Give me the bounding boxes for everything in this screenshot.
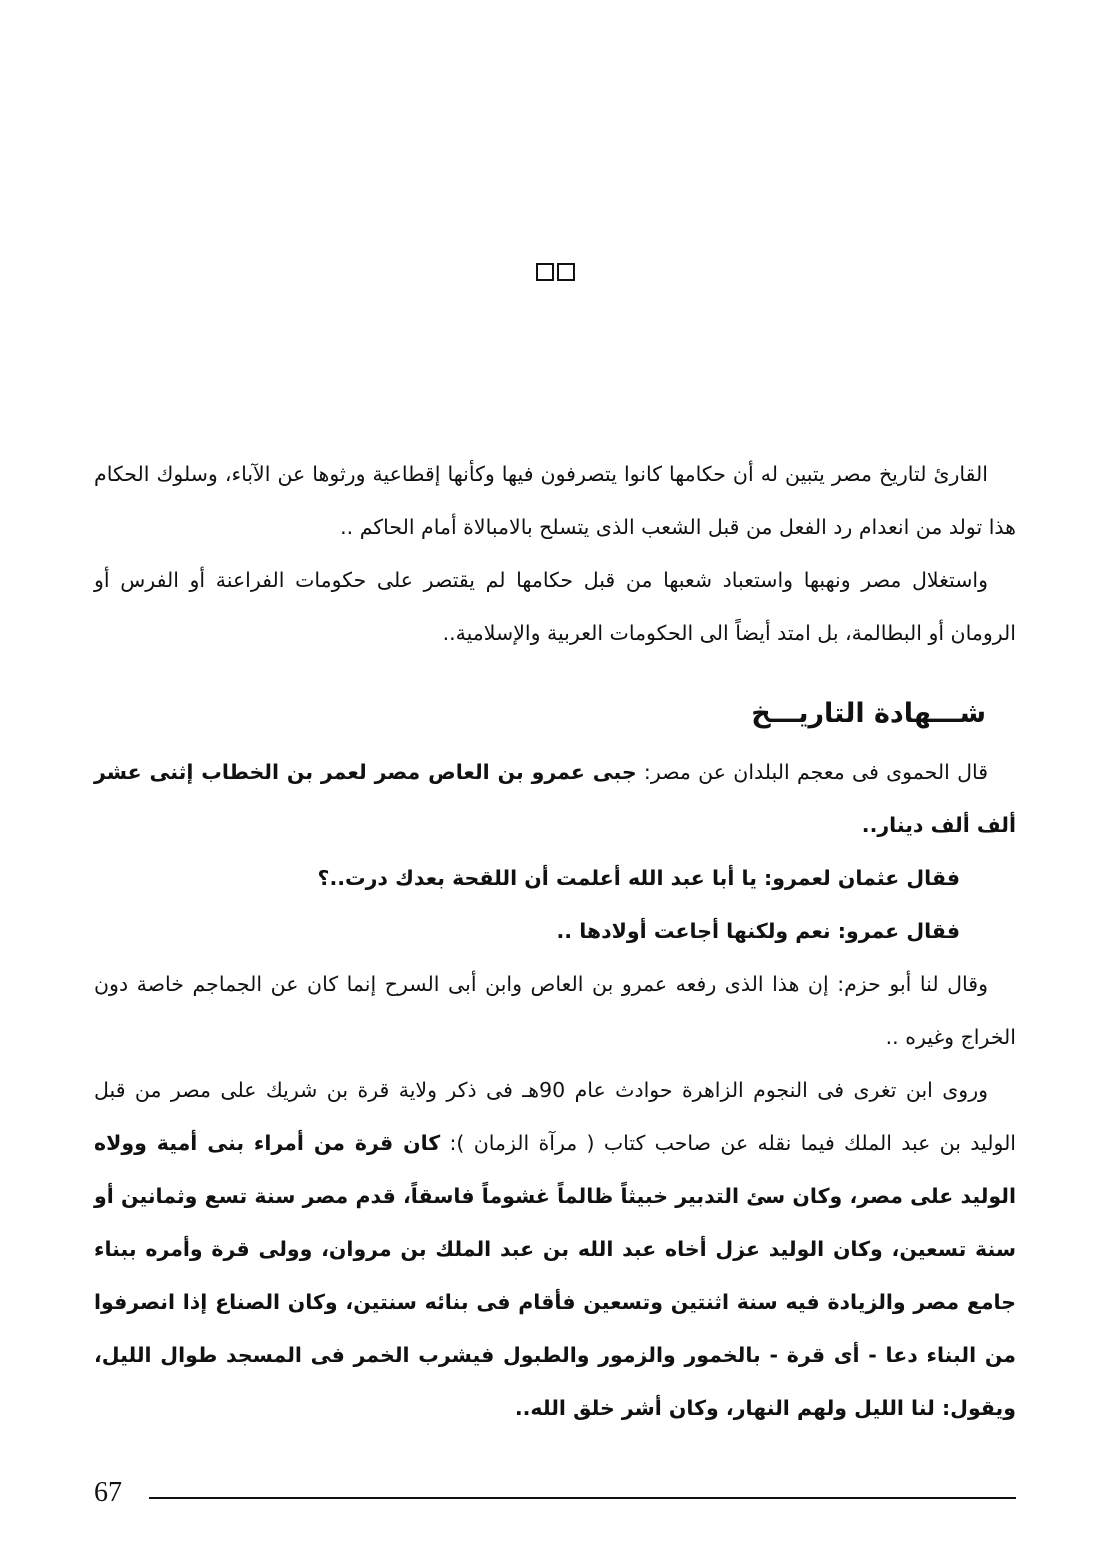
section-ornament xyxy=(0,263,1110,281)
ornament-square-icon xyxy=(536,263,554,281)
page-footer xyxy=(94,1473,1016,1513)
section-text xyxy=(94,746,1016,1435)
section-paragraph-5 xyxy=(94,1064,1016,1435)
paragraph-5-bold: كان قرة من أمراء بنى أمية وولاه الوليد على مصر، وكان سئ التدبير خبيثاً ظالماً غشوماً فاسقاً، قدم مصر سنة تسع وثمانين أو سنة تسعين، وكان الوليد عزل أخاه عبد الله بن عبد الملك بن مروان، وولى قرة وأمره ببناء جامع مصر والزيادة فيه سنة اثنتين وتسعين فأقام فى بنائه سنتين، وكان الصناع إذا انصرفوا من البناء دعا - أى قرة - بالخمور والزمور والطبول فيشرب الخمر فى المسجد طوال الليل، ويقول: لنا الليل ولهم النهار، وكان أشر خلق الله.. xyxy=(94,1131,1016,1420)
ornament-square-icon xyxy=(557,263,575,281)
paragraph-5-plain: وروى ابن تغرى فى النجوم الزاهرة حوادث عام 90هـ فى ذكر ولاية قرة بن شريك على مصر من قبل الوليد بن عبد الملك فيما نقله عن صاحب كتاب ( مرآة الزمان ): xyxy=(94,1078,1017,1155)
paragraph-1-bold: جبى عمرو بن العاص مصر لعمر بن الخطاب إثنى عشر ألف ألف دينار.. xyxy=(94,760,1016,837)
intro-paragraph-1: القارئ لتاريخ مصر يتبين له أن حكامها كانوا يتصرفون فيها وكأنها إقطاعية ورثوها عن الآباء، وسلوك الحكام هذا تولد من انعدام رد الفعل من قبل الشعب الذى يتسلح بالامبالاة أمام الحاكم .. xyxy=(94,462,1016,539)
paragraph-1-plain: قال الحموى فى معجم البلدان عن مصر: xyxy=(636,760,989,784)
section-paragraph-3: فقال عمرو: نعم ولكنها أجاعت أولادها .. xyxy=(556,919,960,943)
intro-text xyxy=(94,448,1016,660)
intro-paragraph-2: واستغلال مصر ونهبها واستعباد شعبها من قبل حكامها لم يقتصر على حكومات الفراعنة أو الفرس أو الرومان أو البطالمة، بل امتد أيضاً الى الحكومات العربية والإسلامية.. xyxy=(94,568,1016,645)
section-paragraph-2: فقال عثمان لعمرو: يا أبا عبد الله أعلمت أن اللقحة بعدك درت..؟ xyxy=(317,866,960,890)
page-number: 67 xyxy=(94,1477,122,1508)
section-paragraph-1 xyxy=(94,746,1016,852)
section-heading: شـــهادة التاريـــخ xyxy=(751,698,986,729)
section-paragraph-4: وقال لنا أبو حزم: إن هذا الذى رفعه عمرو بن العاص وابن أبى السرح إنما كان عن الجماجم خاصة دون الخراج وغيره .. xyxy=(94,972,1016,1049)
footer-rule xyxy=(149,1497,1016,1499)
